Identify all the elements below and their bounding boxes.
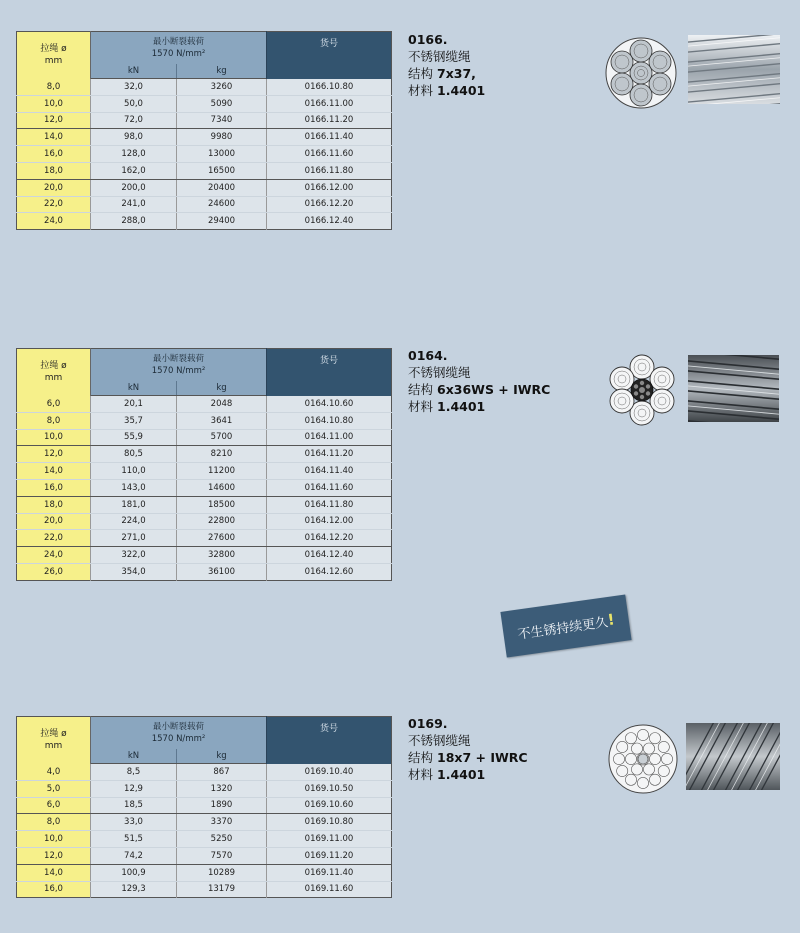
rope-photo-0166 bbox=[688, 35, 780, 104]
spec-table-0166 bbox=[16, 31, 392, 230]
table-body-0169 bbox=[17, 764, 392, 898]
table-row: 16,0 128,0 13000 0166.11.60 bbox=[17, 146, 392, 163]
rust-free-banner bbox=[500, 594, 631, 657]
diameter-header: 拉绳 ø mm bbox=[17, 349, 91, 396]
product-description-0166 bbox=[408, 31, 485, 99]
table-row: 5,0 12,9 1320 0169.10.50 bbox=[17, 780, 392, 797]
min-breaking-load-header: 最小断裂载荷 1570 N/mm² bbox=[91, 717, 267, 750]
spec-table-0164 bbox=[16, 348, 392, 581]
diameter-header: 拉绳 ø mm bbox=[17, 32, 91, 79]
product-name: 不锈钢缆绳 bbox=[408, 365, 471, 380]
min-breaking-load-header: 最小断裂载荷 1570 N/mm² bbox=[91, 349, 267, 382]
kg-header: kg bbox=[177, 749, 267, 764]
product-code: 0169. bbox=[408, 716, 448, 731]
article-number-header: 货号 bbox=[267, 32, 392, 79]
product-code: 0164. bbox=[408, 348, 448, 363]
table-row: 14,0 100,9 10289 0169.11.40 bbox=[17, 864, 392, 881]
table-row: 12,0 72,0 7340 0166.11.20 bbox=[17, 112, 392, 129]
table-row: 4,0 8,5 867 0169.10.40 bbox=[17, 764, 392, 781]
diameter-header: 拉绳 ø mm bbox=[17, 717, 91, 764]
product-name: 不锈钢缆绳 bbox=[408, 49, 471, 64]
table-row: 20,0 200,0 20400 0166.12.00 bbox=[17, 179, 392, 196]
kn-header: kN bbox=[91, 749, 177, 764]
product-structure: 结构 7x37, bbox=[408, 66, 476, 81]
table-row: 18,0 181,0 18500 0164.11.80 bbox=[17, 496, 392, 513]
rope-cross-section-6x36-icon bbox=[604, 352, 680, 428]
banner-text: 不生锈持续更久 bbox=[516, 614, 609, 643]
table-row: 12,0 74,2 7570 0169.11.20 bbox=[17, 847, 392, 864]
product-description-0169 bbox=[408, 715, 528, 783]
kg-header: kg bbox=[177, 64, 267, 79]
table-row: 8,0 33,0 3370 0169.10.80 bbox=[17, 814, 392, 831]
kn-header: kN bbox=[91, 381, 177, 396]
table-row: 16,0 143,0 14600 0164.11.60 bbox=[17, 479, 392, 496]
table-row: 8,0 35,7 3641 0164.10.80 bbox=[17, 412, 392, 429]
rope-cross-section-7x37-icon bbox=[604, 36, 678, 110]
product-structure: 结构 18x7 + IWRC bbox=[408, 750, 528, 765]
table-row: 18,0 162,0 16500 0166.11.80 bbox=[17, 162, 392, 179]
table-row: 12,0 80,5 8210 0164.11.20 bbox=[17, 446, 392, 463]
product-material: 材料 1.4401 bbox=[408, 767, 486, 782]
table-row: 16,0 129,3 13179 0169.11.60 bbox=[17, 881, 392, 898]
table-row: 10,0 55,9 5700 0164.11.00 bbox=[17, 429, 392, 446]
table-row: 10,0 50,0 5090 0166.11.00 bbox=[17, 95, 392, 112]
product-structure: 结构 6x36WS + IWRC bbox=[408, 382, 551, 397]
spec-table-0169 bbox=[16, 716, 392, 898]
product-description-0164 bbox=[408, 347, 550, 415]
rope-cross-section-18x7-icon bbox=[606, 722, 680, 796]
product-material: 材料 1.4401 bbox=[408, 399, 486, 414]
kg-header: kg bbox=[177, 381, 267, 396]
table-row: 24,0 322,0 32800 0164.12.40 bbox=[17, 547, 392, 564]
product-name: 不锈钢缆绳 bbox=[408, 733, 471, 748]
table-row: 26,0 354,0 36100 0164.12.60 bbox=[17, 563, 392, 580]
rope-photo-0169 bbox=[686, 723, 780, 790]
product-code: 0166. bbox=[408, 32, 448, 47]
table-body-0164 bbox=[17, 396, 392, 581]
rope-photo-0164 bbox=[688, 355, 779, 422]
table-row: 10,0 51,5 5250 0169.11.00 bbox=[17, 831, 392, 848]
kn-header: kN bbox=[91, 64, 177, 79]
min-breaking-load-header: 最小断裂载荷 1570 N/mm² bbox=[91, 32, 267, 65]
table-row: 20,0 224,0 22800 0164.12.00 bbox=[17, 513, 392, 530]
table-row: 8,0 32,0 3260 0166.10.80 bbox=[17, 79, 392, 96]
table-row: 14,0 98,0 9980 0166.11.40 bbox=[17, 129, 392, 146]
banner-exclamation: ! bbox=[606, 610, 616, 630]
table-row: 6,0 20,1 2048 0164.10.60 bbox=[17, 396, 392, 413]
table-row: 14,0 110,0 11200 0164.11.40 bbox=[17, 463, 392, 480]
table-row: 24,0 288,0 29400 0166.12.40 bbox=[17, 213, 392, 230]
table-row: 22,0 271,0 27600 0164.12.20 bbox=[17, 530, 392, 547]
table-body-0166 bbox=[17, 79, 392, 230]
article-number-header: 货号 bbox=[267, 349, 392, 396]
table-row: 6,0 18,5 1890 0169.10.60 bbox=[17, 797, 392, 814]
table-row: 22,0 241,0 24600 0166.12.20 bbox=[17, 196, 392, 213]
article-number-header: 货号 bbox=[267, 717, 392, 764]
product-material: 材料 1.4401 bbox=[408, 83, 486, 98]
